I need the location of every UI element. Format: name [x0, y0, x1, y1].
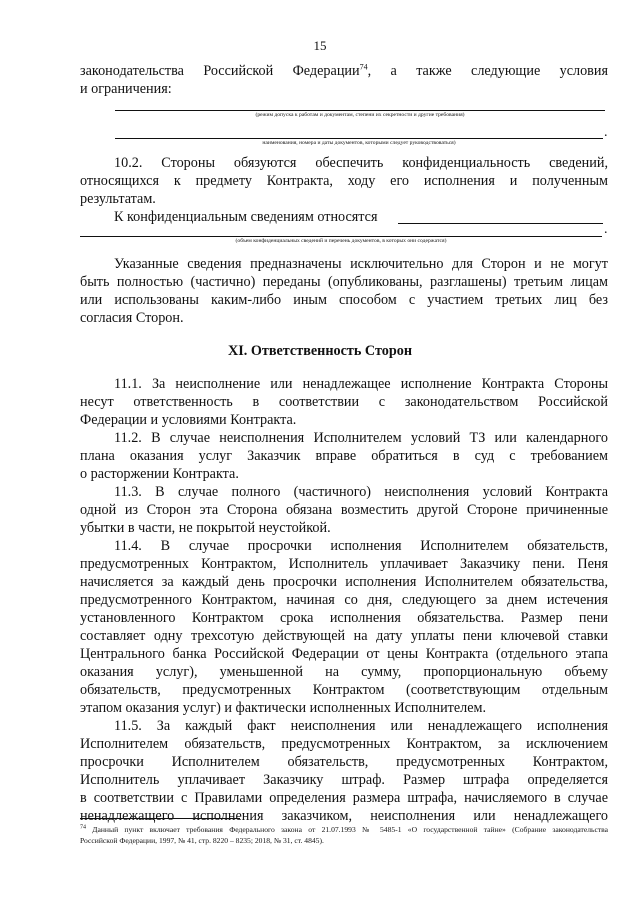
- blank-line-2-period: .: [604, 125, 608, 140]
- intro-text-a: законодательства Российской Федерации: [80, 63, 360, 79]
- p11-4-line-2: предусмотренных Контрактом, Исполнитель уплачивает Заказчику пени. Пеня: [80, 556, 608, 572]
- p11-1-line-2: несут ответственность в соответствии с законодательством Российской: [80, 394, 608, 410]
- note-line-1: Указанные сведения предназначены исключительно для Сторон и не могут: [114, 256, 608, 272]
- footnote-mark: 74: [80, 824, 86, 831]
- p11-5-line-3: просрочки Исполнителем обязательств, предусмотренных Контрактом,: [80, 754, 608, 770]
- intro-line-2: и ограничения:: [80, 81, 172, 97]
- confidential-blank: [398, 223, 603, 224]
- blank-line-3-period: .: [604, 222, 608, 237]
- p11-4-line-7: Центрального банка Российской Федерации от цены Контракта (отдельного этапа: [80, 646, 608, 662]
- note-line-4: согласия Сторон.: [80, 310, 184, 326]
- p11-3-line-2: одной из Сторон эта Сторона обязана возместить другой Стороне причиненные: [80, 502, 608, 518]
- p10-2-line-2: относящихся к предмету Контракта, ходу его исполнения и полученным: [80, 173, 608, 189]
- blank-line-2-caption: наименования, номера и даты документов, которыми следует руководствоваться): [262, 140, 456, 146]
- intro-line-1: [80, 62, 608, 80]
- p11-5-line-4: Исполнитель уплачивает Заказчику штраф. Размер штрафа определяется: [80, 772, 608, 788]
- p11-4-line-1: 11.4. В случае просрочки исполнения Исполнителем обязательств,: [114, 538, 608, 554]
- footnote-line-1: [80, 824, 608, 835]
- blank-line-1: [115, 110, 605, 111]
- footnote-text-1: Данный пункт включает требования Федерального закона от 21.07.1993 № 5485-1 «О государственной тайне» (Собрание законодательства: [86, 825, 608, 834]
- footnote-reference: 74: [359, 62, 368, 72]
- p11-4-line-3: начисляется за каждый день просрочки исполнения Исполнителем обязательства,: [80, 574, 608, 590]
- p11-4-line-8: оказания услуг), уменьшенной на сумму, пропорциональную объему: [80, 664, 608, 680]
- page-number: 15: [313, 38, 327, 53]
- p10-2-line-1: 10.2. Стороны обязуются обеспечить конфиденциальность сведений,: [114, 155, 608, 171]
- p11-5-line-6: ненадлежащего исполнения заказчиком, неисполнения или ненадлежащего: [80, 808, 608, 824]
- note-line-2: быть полностью (частично) переданы (опубликованы, разглашены) третьим лицам: [80, 274, 608, 290]
- p11-5-line-1: 11.5. За каждый факт неисполнения или ненадлежащего исполнения: [114, 718, 608, 734]
- p11-4-line-10: этапом оказания услуг) и фактически исполненных Исполнителем.: [80, 700, 487, 716]
- p11-5-line-5: в соответствии с Правилами определения размера штрафа, начисляемого в случае: [80, 790, 608, 806]
- footnote-line-2: Российской Федерации, 1997, № 41, стр. 8220 – 8235; 2018, № 31, ст. 4845).: [80, 836, 324, 845]
- note-line-3: или использованы каким-либо иным способом с участием третьих лиц без: [80, 292, 608, 308]
- p11-1-line-3: Федерации и условиями Контракта.: [80, 412, 297, 428]
- intro-text-b: , а также следующие условия: [367, 63, 608, 79]
- p11-2-line-3: о расторжении Контракта.: [80, 466, 239, 482]
- p11-4-line-4: предусмотренного Контрактом, начиная со дня, следующего за днем истечения: [80, 592, 608, 608]
- p11-2-line-2: плана оказания услуг Заказчик вправе обратиться в суд с требованием: [80, 448, 608, 464]
- p11-4-line-5: установленного Контрактом срока исполнения обязательства. Размер пени: [80, 610, 608, 626]
- p11-3-line-3: убытки в части, не покрытой неустойкой.: [80, 520, 331, 536]
- blank-line-2: [115, 138, 603, 139]
- confidential-line: К конфиденциальным сведениям относятся: [114, 209, 378, 225]
- section-title: XI. Ответственность Сторон: [227, 343, 413, 359]
- p11-4-line-9: обязательств, предусмотренных Контрактом (соответствующим отдельным: [80, 682, 608, 698]
- footnote-separator: [80, 818, 240, 819]
- p11-2-line-1: 11.2. В случае неисполнения Исполнителем условий ТЗ или календарного: [114, 430, 608, 446]
- p11-1-line-1: 11.1. За неисполнение или ненадлежащее исполнение Контракта Стороны: [114, 376, 608, 392]
- p10-2-line-3: результатам.: [80, 191, 156, 207]
- p11-4-line-6: составляет одну трехсотую действующей на дату уплаты пени ключевой ставки: [80, 628, 608, 644]
- p11-3-line-1: 11.3. В случае полного (частичного) неисполнения условий Контракта: [114, 484, 608, 500]
- blank-line-1-caption: (режим допуска к работам и документам, степени их секретности и другие требования): [255, 112, 465, 118]
- blank-line-3: [80, 236, 602, 237]
- p11-5-line-2: Исполнителем обязательств, предусмотренных Контрактом, за исключением: [80, 736, 608, 752]
- blank-line-3-caption: (объем конфиденциальных сведений и перечень документов, в которых они содержатся): [235, 238, 447, 244]
